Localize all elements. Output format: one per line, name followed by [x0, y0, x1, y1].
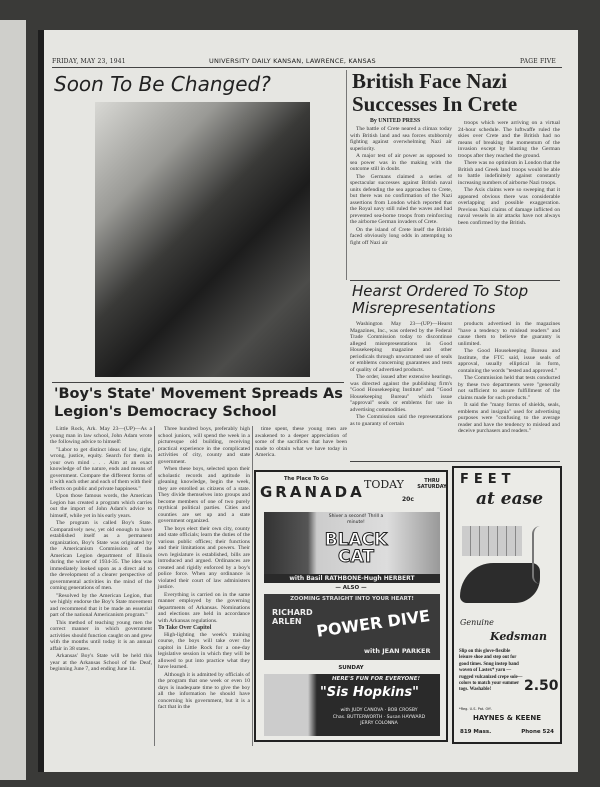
ad-place-text: The Place To Go: [284, 476, 329, 482]
hearst-headline: Hearst Ordered To Stop Misrepresentations: [352, 282, 529, 317]
black-cat-cast: with Basil RATHBONE-Hugh HERBERT: [264, 574, 440, 583]
crete-byline: By UNITED PRESS: [370, 118, 421, 124]
ad-title-at-ease: at ease: [476, 489, 544, 509]
film-sis-hopkins: "Sis Hopkins": [320, 685, 419, 700]
brand-kedsman: Kedsman: [490, 630, 547, 643]
black-cat-poster: [264, 512, 440, 574]
hearst-column-2: products advertised in the magazines "have a tendency to mislead readers" and cause them to believe the guaranty is unlimited. The Good Housekeeping Bureau and Institute, the FTC said, issue seals of approval, usually elliptical in form, containing the words "tested and approved." The Commission held that tests conducted by these two departments were "generally not sufficient to assure fulfillment of the claims made for such products." It said the "many forms of shields, seals, emblems and insignia" used for advertising purposes were "confusing to the average reader and have the tendency to mislead and deceive purchasers and readers.": [458, 321, 560, 434]
kedsman-shoe-ad: [452, 466, 562, 744]
banner-text: ZOOMING STRAIGHT INTO YOUR HEART!: [290, 596, 414, 602]
ad-also: — ALSO —: [335, 585, 367, 591]
ad-price: 2.50: [524, 678, 559, 694]
film-black-cat: BLACK CAT: [324, 530, 388, 567]
hearst-column-1: Washington May 23—(UP)—Hearst Magazines, Inc., was ordered by the Federal Trade Commission today to discontinue alleged misrepresentations in Good Housekeeping magazine and other periodicals through unwarranted use of seals or emblems concerning guarantees and tests of quality of advertised products. The order, issued after extensive hearings, was directed against the publishing firm's "Good Housekeeping Institute" and "Good Housekeeping Bureau" which issue "approval" seals or emblems for use in advertising commodities. The Commission said the representations as to guaranty of certain: [350, 321, 452, 427]
sock-illustration: [462, 526, 522, 556]
ad-genuine: Genuine: [460, 618, 494, 627]
boys-state-subhead: To Take Over Capitol: [158, 625, 212, 631]
boys-state-column-2: Three hundred boys, preferably high school juniors, will spend the week in a picturesque old building, receiving practical experience in the complicated activities of city, county and state government. When these boys, selected upon their scholastic records and aptitude in gleaning knowledge, begin the week, they are enrolled as citizens of a state. They divide themselves into groups and become members of one of two purely mythical political parties. Cities and counties are set up and a state government organized. The boys elect their own city, county and state officials; learn the duties of the various public offices; their functions and their limitations and powers. Their own legislature is established, bills are introduced and argued. Ordinances are created and rigidly enforced by a boy's police force. When any ordinance is violated their court of law administers justice. Everything is carried on in the same manner employed by the governing departments of Arkansas. Nominations and elections are held in accordance with Arkansas regulations. To Take Over Capitol High-lighting the week's training course, the boys will take over the capitol in Little Rock for a one-day legislative session in which they will be allowed to put into practice what they have learned. Although it is admitted by officials of the program that one week or even 10 days is inadequate time to give the boy all the information he should have concerning his government, but it is a fact that in the: [158, 426, 250, 710]
crete-column-1: The battle of Crete neared a climax today with British land and sea forces stubbornly fighting against overwhelming Nazi air superiority. A major test of air power as opposed to sea power was in the making with the outcome still in doubt. The Germans claimed a series of spectacular successes against British naval units defending the sea approaches to Crete, but there was no confirmation of the Nazi assertions from London which reported that the Royal navy still ruled the waves and had prevented sea-borne troops from reinforcing the airborne German invaders of Crete. On the island of Crete itself the British faced obviously long odds in attempting to fight off Nazi air: [350, 126, 452, 246]
crete-column-2: troops which were arriving on a virtual 24-hour schedule. The luftwaffe ruled the skies over Crete and the British had no means of breaking the momentum of the invasion except by blasting the German troops after they reached the ground. There was no optimism in London that the British and Greek land troops would be able to battle indefinitely against constantly increasing numbers of airborne Nazi troops. The Axis claims were so sweeping that it appeared obvious there was considerable overlapping and possible exaggeration. Previous Nazi claims of damage inflicted on naval vessels in air attacks have not always been confirmed by the British.: [458, 120, 560, 226]
ad-price: 20c: [402, 496, 414, 503]
store-name: HAYNES & KEENE: [473, 714, 541, 722]
banner-text: HERE'S FUN FOR EVERYONE!: [331, 676, 421, 682]
header-paper-name: UNIVERSITY DAILY KANSAN, LAWRENCE, KANSAS: [209, 57, 376, 65]
granada-theater-ad: [254, 470, 448, 742]
ad-today: TODAY: [364, 478, 404, 491]
store-phone: Phone 524: [521, 729, 554, 735]
boys-state-headline: 'Boy's State' Movement Spreads As Legion's Democracy School: [54, 386, 343, 420]
sis-hopkins-poster: [264, 674, 440, 736]
tagline: Shiver a second! Thrill a minute!: [328, 514, 384, 525]
photo-title: Soon To Be Changed?: [54, 72, 271, 96]
header-page-number: PAGE FIVE: [520, 58, 556, 65]
header-date: FRIDAY, MAY 23, 1941: [52, 58, 126, 65]
star-jean-parker: with JEAN PARKER: [364, 647, 431, 655]
ad-thru-saturday: THRU SATURDAY: [417, 478, 447, 490]
star-richard-arlen: RICHARD ARLEN: [272, 608, 313, 626]
golfer-illustration: [532, 526, 548, 584]
film-power-dive: POWER DIVE: [315, 606, 432, 641]
sis-hopkins-cast: with JUDY CANOVA · BOB CROSBY Chas. BUTTERWORTH · Susan HAYWARD JERRY COLONNA: [332, 708, 426, 726]
newspaper-page: [38, 30, 578, 772]
boys-state-column-1: Little Rock, Ark. May 23—(UP)—As a young man in law school, John Adam wrote the following advice to himself: "Labor to get distinct ideas of law, right, wrong, justice, equity. Search for them in your own mind . . . Aim at an exact knowledge of the nature, ends and means of government. Compare the different forms of it with each other and each of them with their effects on public and private happiness." Upon those famous words, the American Legion has created a program which carries out the import of John Adam's advice to himself, while yet in his early years. The program is called Boy's State. Comparatively new, yet old enough to have established itself as a permanent organization, Boy's State was originated by the Americanism Commission of the American Legion department of Illinois during the winter of 1934-35. The idea was immediately looked upon as a direct aid to the development of a clearer perspective of governmental activities in the mind of the coming generations of men. "Resolved by the American Legion, that we highly endorse the Boy's State movement and recommend that it be made an essential part of the national Americanism program." This method of teaching young men the correct manner in which government activities should function caught on and grew with the months until today it is an annual affair in 38 states. Arkansas' Boy's State will be held this year at the Arkansas School of the Deaf, beginning June 7, and ending June 14.: [50, 426, 152, 672]
ad-sunday: SUNDAY: [338, 665, 364, 671]
ad-title-feet: FEET: [460, 472, 516, 487]
building-photo: [95, 102, 310, 377]
theater-name: GRANADA: [260, 483, 365, 501]
power-dive-poster: [264, 594, 440, 660]
boys-state-column-3: time spent, these young men are awakened to a deeper appreciation of some of the sacrifices that have been made to obtain what we have today in America.: [255, 426, 347, 458]
store-address: 819 Mass.: [460, 729, 492, 735]
adjacent-page-edge: [0, 20, 26, 780]
ad-footnote: *Reg. U.S. Pat. Off.: [459, 707, 492, 711]
shoe-illustration: [460, 563, 540, 603]
crete-headline: British Face Nazi Successes In Crete: [352, 69, 518, 116]
ad-body-text: Slip on this glove-flexible leisure shoe and step out for good times. Snug instep band woven of Lastex* yarn — rugged vulcanized crepe sole—colors to match your summer togs. Washable!: [459, 649, 523, 693]
